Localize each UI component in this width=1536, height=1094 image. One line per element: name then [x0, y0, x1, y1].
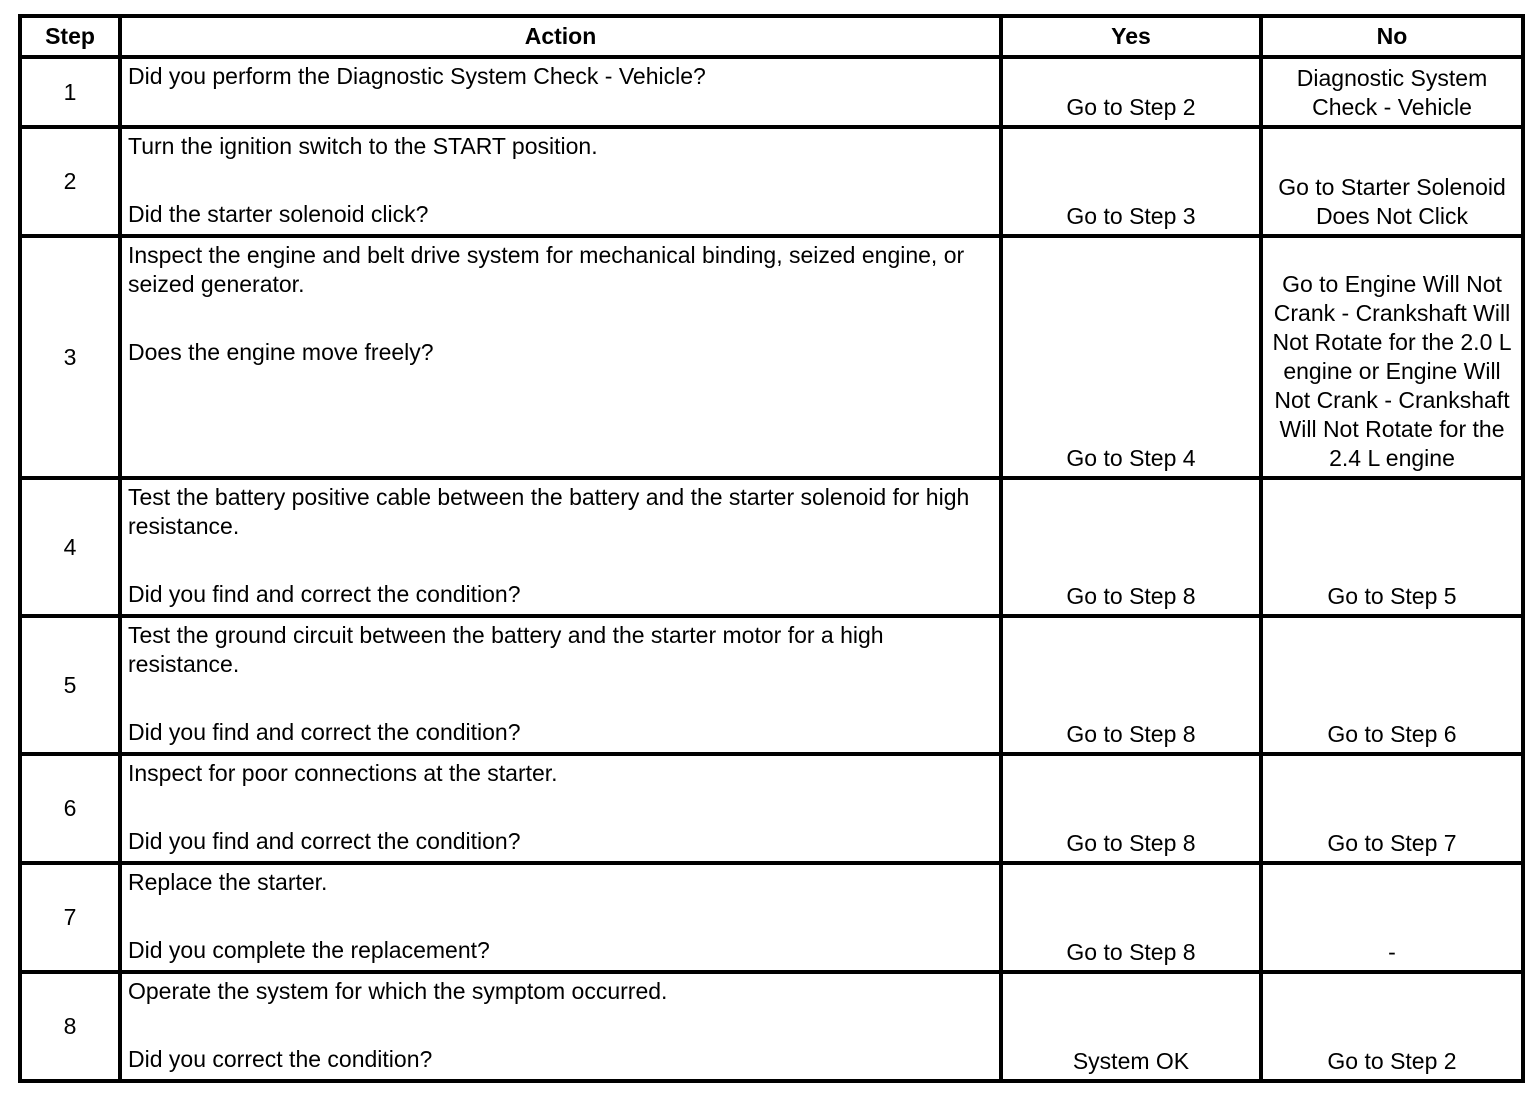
action-question: Did you find and correct the condition? — [128, 719, 521, 745]
action-question: Did you find and correct the condition? — [128, 828, 521, 854]
no-cell: Go to Step 2 — [1261, 972, 1523, 1081]
action-text: Replace the starter. — [128, 869, 328, 895]
step-number: 3 — [20, 236, 120, 478]
action-cell — [120, 863, 1001, 972]
action-text: Inspect the engine and belt drive system for mechanical binding, seized engine, or seized generator. — [128, 242, 965, 297]
action-question: Does the engine move freely? — [128, 339, 434, 365]
action-question: Did you correct the condition? — [128, 1046, 433, 1072]
yes-cell: Go to Step 4 — [1001, 236, 1261, 478]
header-step: Step — [20, 16, 120, 57]
table-row — [20, 57, 1523, 127]
action-cell — [120, 127, 1001, 236]
action-cell — [120, 754, 1001, 863]
action-question: Did you find and correct the condition? — [128, 581, 521, 607]
yes-cell: Go to Step 8 — [1001, 478, 1261, 616]
header-row — [20, 16, 1523, 57]
table-row — [20, 127, 1523, 236]
no-cell: Go to Engine Will Not Crank - Crankshaft Will Not Rotate for the 2.0 L engine or Engine Will Not Crank - Crankshaft Will Not Rotate for the 2.4 L engine — [1261, 236, 1523, 478]
yes-cell: System OK — [1001, 972, 1261, 1081]
no-cell: - — [1261, 863, 1523, 972]
action-text: Inspect for poor connections at the starter. — [128, 760, 558, 786]
action-text: Test the battery positive cable between the battery and the starter solenoid for high resistance. — [128, 484, 970, 539]
action-cell — [120, 616, 1001, 754]
header-no: No — [1261, 16, 1523, 57]
action-question: Did you complete the replacement? — [128, 937, 490, 963]
yes-cell: Go to Step 8 — [1001, 754, 1261, 863]
table-row — [20, 754, 1523, 863]
no-cell: Go to Step 5 — [1261, 478, 1523, 616]
yes-cell: Go to Step 3 — [1001, 127, 1261, 236]
header-yes: Yes — [1001, 16, 1261, 57]
action-question: Did the starter solenoid click? — [128, 201, 429, 227]
action-cell — [120, 972, 1001, 1081]
action-text: Operate the system for which the symptom occurred. — [128, 978, 668, 1004]
yes-cell: Go to Step 2 — [1001, 57, 1261, 127]
step-number: 5 — [20, 616, 120, 754]
table-row — [20, 863, 1523, 972]
step-number: 1 — [20, 57, 120, 127]
step-number: 4 — [20, 478, 120, 616]
no-cell: Go to Step 7 — [1261, 754, 1523, 863]
step-number: 7 — [20, 863, 120, 972]
action-text: Test the ground circuit between the battery and the starter motor for a high resistance. — [128, 622, 884, 677]
step-number: 6 — [20, 754, 120, 863]
diagnostic-table — [18, 14, 1525, 1083]
no-cell: Diagnostic System Check - Vehicle — [1261, 57, 1523, 127]
action-cell — [120, 236, 1001, 478]
action-cell — [120, 478, 1001, 616]
header-action: Action — [120, 16, 1001, 57]
table-row — [20, 236, 1523, 478]
no-cell: Go to Starter Solenoid Does Not Click — [1261, 127, 1523, 236]
table-row — [20, 972, 1523, 1081]
step-number: 2 — [20, 127, 120, 236]
action-cell — [120, 57, 1001, 127]
no-cell: Go to Step 6 — [1261, 616, 1523, 754]
action-text: Did you perform the Diagnostic System Check - Vehicle? — [128, 63, 706, 89]
action-text: Turn the ignition switch to the START position. — [128, 133, 598, 159]
step-number: 8 — [20, 972, 120, 1081]
table-row — [20, 616, 1523, 754]
yes-cell: Go to Step 8 — [1001, 616, 1261, 754]
table-row — [20, 478, 1523, 616]
yes-cell: Go to Step 8 — [1001, 863, 1261, 972]
